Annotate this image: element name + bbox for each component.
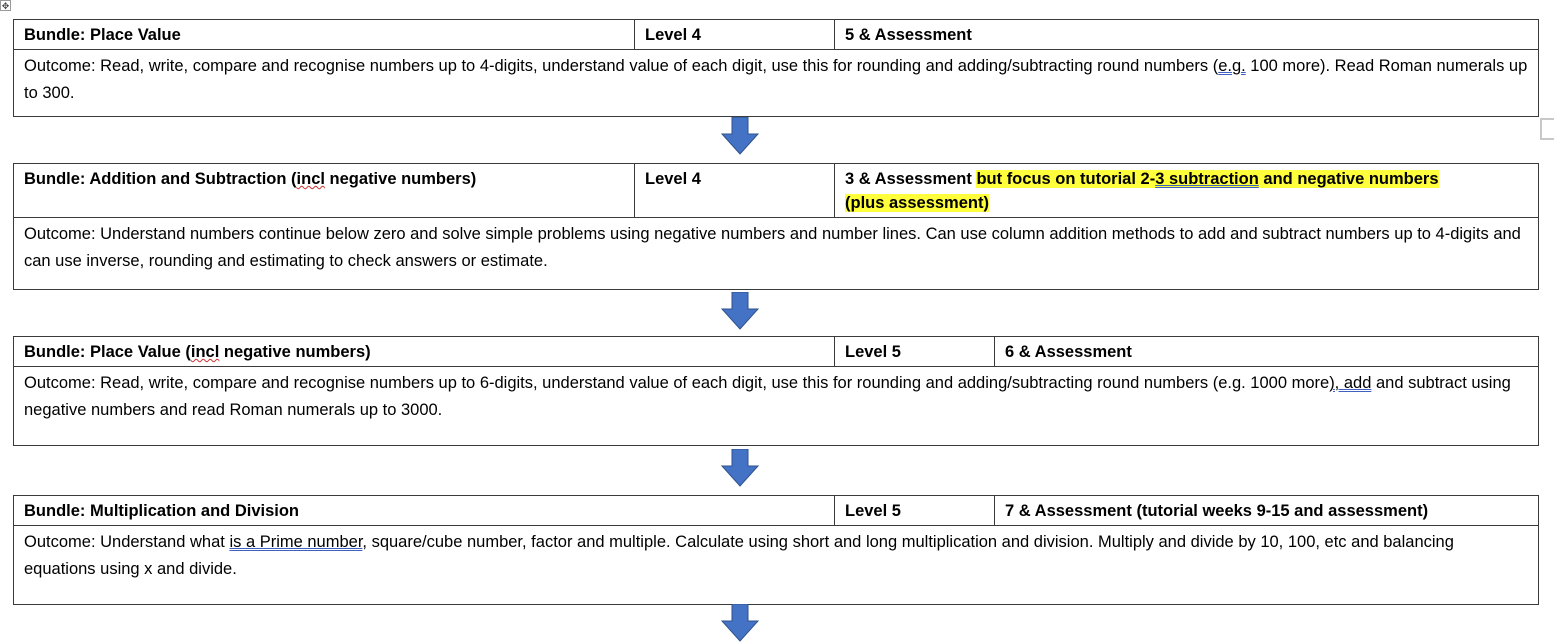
- bundle-multiplication-division: [13, 495, 1539, 605]
- title-text: Bundle: Place Value (: [24, 343, 191, 361]
- outcome-text: and subtract using negative numbers and read Roman numerals up to 3000.: [24, 374, 1511, 419]
- bundle-weeks: [834, 164, 1538, 217]
- grammar-flag[interactable]: ), add: [1329, 374, 1372, 392]
- bundle-level: Level 5: [834, 337, 994, 366]
- down-arrow-icon: [720, 449, 760, 487]
- bundle-title: Bundle: Place Value: [24, 26, 181, 44]
- outcome-text: Outcome: Understand what: [24, 533, 230, 551]
- bundle-title: Bundle: Multiplication and Division: [24, 502, 299, 520]
- highlighted-note: and negative numbers (plus assessment): [845, 170, 1439, 212]
- spelling-flag[interactable]: incl: [190, 343, 220, 361]
- bundle-outcome: [14, 526, 1538, 583]
- bundle-header-row: [14, 164, 1538, 218]
- margin-mark: [1540, 118, 1554, 140]
- bundle-weeks: 5 & Assessment: [834, 20, 1538, 49]
- outcome-text: 100 more). Read Roman numerals up to 300.: [24, 57, 1528, 102]
- bundle-outcome: Outcome: Understand numbers continue below zero and solve simple problems using negative numbers and number lines. Can use column addition methods to add and subtract numbers up to 4-digits and can use inverse, rounding and estimating to check answers or estimate.: [24, 225, 1521, 270]
- bundle-header-row: [14, 20, 1538, 50]
- down-arrow-icon: [720, 292, 760, 330]
- bundle-header-row: [14, 337, 1538, 367]
- grammar-flag[interactable]: e.g.: [1218, 57, 1246, 75]
- title-text: negative numbers): [324, 170, 477, 188]
- down-arrow-icon: [720, 604, 760, 642]
- down-arrow-icon: [720, 117, 760, 155]
- bundle-outcome: [14, 50, 1538, 107]
- bundle-title: [14, 337, 834, 366]
- title-text: Bundle: Addition and Subtraction (: [24, 170, 297, 188]
- outcome-text: Outcome: Read, write, compare and recognise numbers up to 4-digits, understand value of each digit, use this for rounding and adding/subtracting round numbers (: [24, 57, 1219, 75]
- bundle-weeks: 7 & Assessment (tutorial weeks 9-15 and assessment): [994, 496, 1538, 525]
- grammar-flag[interactable]: is a Prime number: [229, 533, 363, 551]
- grammar-flag[interactable]: 3 subtraction: [1155, 170, 1259, 188]
- outcome-text: Outcome: Read, write, compare and recognise numbers up to 6-digits, understand value of each digit, use this for rounding and adding/subtracting round numbers (e.g. 1000 more: [24, 374, 1330, 392]
- spelling-flag[interactable]: incl: [296, 170, 325, 188]
- title-text: negative numbers): [219, 343, 371, 361]
- bundle-title: [14, 164, 634, 217]
- outcome-text: , square/cube number, factor and multiple. Calculate using short and long multiplication and division. Multiply and divide by 10, 100, etc and balancing equations using x and divide.: [24, 533, 1454, 578]
- bundle-addition-subtraction: [13, 163, 1539, 290]
- bundle-place-value-level5: [13, 336, 1539, 446]
- bundle-place-value-level4: [13, 19, 1539, 117]
- bundle-header-row: [14, 496, 1538, 526]
- table-move-handle-icon[interactable]: ✥: [1, 1, 10, 11]
- bundle-level: Level 4: [634, 164, 834, 217]
- weeks-text: 3 & Assessment: [845, 170, 977, 188]
- bundle-weeks: 6 & Assessment: [994, 337, 1538, 366]
- bundle-level: Level 4: [634, 20, 834, 49]
- highlighted-note: but focus on tutorial 2-: [976, 170, 1156, 188]
- bundle-outcome: [14, 367, 1538, 424]
- bundle-level: Level 5: [834, 496, 994, 525]
